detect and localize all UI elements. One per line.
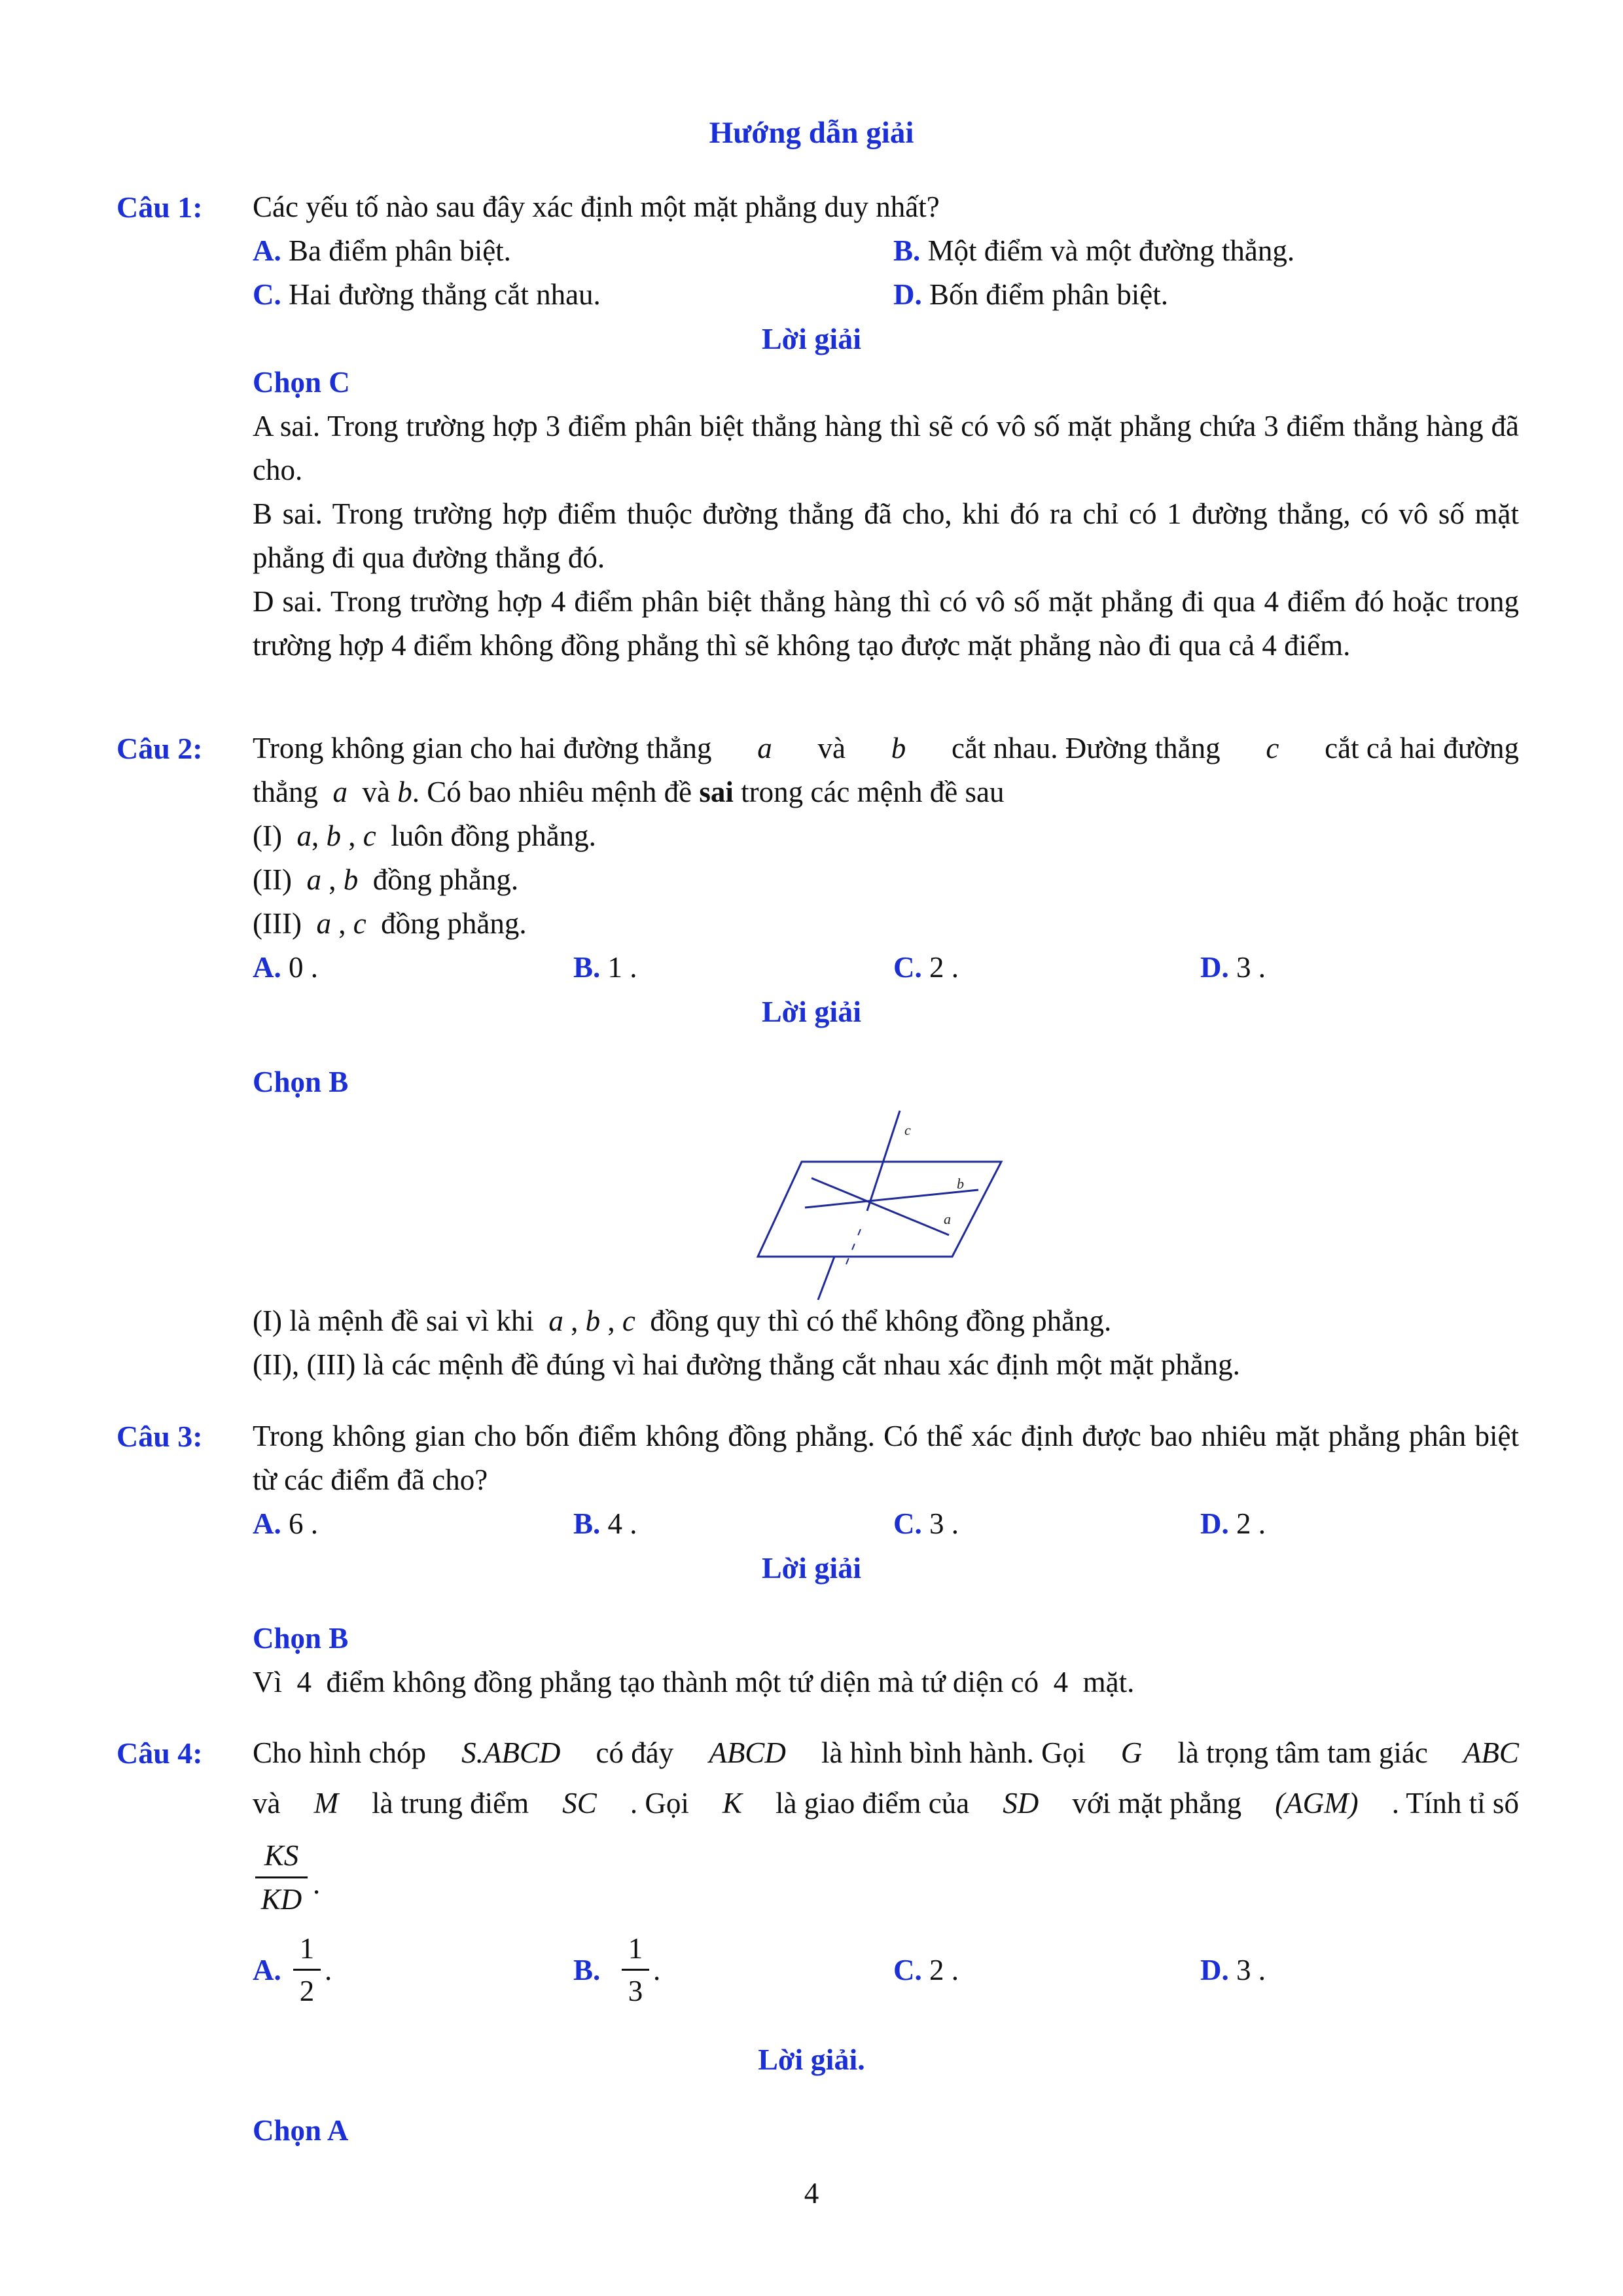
- page-number: 4: [804, 2177, 819, 2210]
- q3-question: Trong không gian cho bốn điểm không đồng phẳng. Có thể xác định được bao nhiêu mặt phẳng phân biệt từ các điểm đã cho?: [253, 1420, 1519, 1496]
- q1-option-d: D. Bốn điểm phân biệt.: [893, 278, 1168, 311]
- q1-solution-head: Lời giải: [762, 322, 861, 355]
- q1-choice: Chọn C: [253, 366, 350, 399]
- q3-option-c: C. 3 .: [893, 1507, 959, 1540]
- q3-option-d: D. 2 .: [1200, 1507, 1266, 1540]
- q4-option-c: C. 2 .: [893, 1954, 959, 1986]
- q4-option-a: A.: [253, 1954, 281, 1986]
- q1-option-c: C. Hai đường thẳng cắt nhau.: [253, 278, 601, 311]
- label-b: b: [957, 1175, 964, 1192]
- q2-choice: Chọn B: [253, 1066, 349, 1098]
- q4-label: Câu 4:: [116, 1736, 203, 1770]
- q2-explanation-1: (I) là mệnh đề sai vì khi a , b , c đồng quy thì có thể không đồng phẳng.: [253, 1304, 1112, 1337]
- q4-option-b: B.: [573, 1954, 601, 1986]
- q4-choice: Chọn A: [253, 2114, 349, 2147]
- q1-option-a: A. Ba điểm phân biệt.: [253, 234, 511, 267]
- q1-explanation-a: A sai. Trong trường hợp 3 điểm phân biệt thẳng hàng thì sẽ có vô số mặt phẳng chứa 3 điểm thẳng hàng đã cho.: [253, 410, 1519, 486]
- label-a: a: [944, 1211, 951, 1227]
- q1-explanation-d: D sai. Trong trường hợp 4 điểm phân biệt thẳng hàng thì có vô số mặt phẳng đi qua 4 điểm đó hoặc trong trường hợp 4 điểm không đồng phẳng thì sẽ không tạo được mặt phẳng nào đi qua cả 4 điểm.: [253, 585, 1519, 662]
- q2-statement-1: (I) a, b , c luôn đồng phẳng.: [253, 819, 596, 852]
- q1-explanation-b: B sai. Trong trường hợp điểm thuộc đường thẳng đã cho, khi đó ra chỉ có 1 đường thẳng, có vô số mặt phẳng đi qua đường thẳng đó.: [253, 497, 1519, 574]
- q4-option-d: D. 3 .: [1200, 1954, 1266, 1986]
- label-c: c: [904, 1122, 911, 1138]
- q2-statement-3: (III) a , c đồng phẳng.: [253, 907, 527, 940]
- q2-explanation-2: (II), (III) là các mệnh đề đúng vì hai đường thẳng cắt nhau xác định một mặt phẳng.: [253, 1348, 1240, 1381]
- q2-solution-head: Lời giải: [762, 995, 861, 1028]
- q4-option-b-fraction: 1 3: [622, 1929, 649, 2010]
- q2-label: Câu 2:: [116, 732, 203, 765]
- q1-option-b: B. Một điểm và một đường thẳng.: [893, 234, 1295, 267]
- q2-option-b: B. 1 .: [573, 951, 637, 984]
- section-title: Hướng dẫn giải: [709, 116, 914, 150]
- q2-figure: [753, 1106, 1014, 1302]
- q2-question-line1: Trong không gian cho hai đường thẳng a và b cắt nhau. Đường thẳng c cắt cả hai đường: [253, 732, 1519, 764]
- plane-shape: [758, 1162, 1001, 1257]
- q3-solution-head: Lời giải: [762, 1551, 861, 1585]
- q4-question-line2: và M là trung điểm SC . Gọi K là giao điểm của SD với mặt phẳng (AGM) . Tính tỉ số: [253, 1787, 1519, 1820]
- q4-ratio-fraction: KS KD: [255, 1836, 308, 1919]
- q3-option-a: A. 6 .: [253, 1507, 318, 1540]
- q4-solution-head: Lời giải.: [758, 2043, 865, 2076]
- q2-statement-2: (II) a , b đồng phẳng.: [253, 863, 519, 896]
- line-b: [805, 1190, 978, 1208]
- line-a: [812, 1178, 949, 1235]
- document-page: Hướng dẫn giải Câu 1: Các yếu tố nào sau đây xác định một mặt phẳng duy nhất? A. Ba điểm phân biệt. B. Một điểm và một đường thẳng. C. Hai đường thẳng cắt nhau. D. Bốn điểm phân biệt. Lời giải Chọn C A sai. Trong trường hợp 3 điểm phân biệt thẳng hàng thì sẽ có vô số mặt phẳng chứa 3 điểm thẳng hàng đã cho. B sai. Trong trường hợp điểm thuộc đường thẳng đã cho, khi đó ra chỉ có 1 đường thẳng, có vô số mặt phẳng đi qua đường thẳng đó. D sai. Trong trường hợp 4 điểm phân biệt thẳng hàng thì có vô số mặt phẳng đi qua 4 điểm đó hoặc trong trường hợp 4 điểm không đồng phẳng thì sẽ không tạo được mặt phẳng nào đi qua cả 4 điểm. Câu 2: Trong không gian cho hai đường thẳng a và b cắt nhau. Đường thẳng c cắt cả hai đường thẳng a và b. Có bao nhiêu mệnh đề sai trong các mệnh đề sau (I) a, b , c luôn đồng phẳng. (II) a , b đồng phẳng. (III) a , c đồng phẳng. A. 0 . B. 1 . C. 2 . D. 3 . Lời giải Chọn B c b a (I) là mệnh đề sai vì khi a , b , c đồng quy thì có thể không đồng phẳng. (II), (III) là các mệnh đề đúng vì hai đường thẳng cắt nhau xác định một mặt phẳng. Câu 3: Trong không gian cho bốn điểm không đồng phẳng. Có thể xác định được bao nhiêu mặt phẳng phân biệt từ các điểm đã cho? A. 6 . B. 4 . C. 3 . D. 2 . Lời giải Chọn B Vì 4 điểm không đồng phẳng tạo thành một tứ diện mà tứ diện có 4 mặt. Câu 4: Cho hình chóp S.ABCD có đáy ABCD là hình bình hành. Gọi G là trọng tâm tam giác ABC và M là trung điểm SC . Gọi K là giao điểm của SD với mặt phẳng (AGM) . Tính tỉ số KS KD . A. 1 2 . B. 1 3 . C. 2 . D. 3 . Lời giải. Chọn A 4: [0, 0, 1623, 2296]
- q2-question-line2: thẳng a và b. Có bao nhiêu mệnh đề sai trong các mệnh đề sau: [253, 776, 1005, 808]
- q2-option-a: A. 0 .: [253, 951, 318, 984]
- q1-label: Câu 1:: [116, 190, 203, 224]
- line-c-hidden: [846, 1229, 861, 1266]
- q1-question: Các yếu tố nào sau đây xác định một mặt phẳng duy nhất?: [253, 190, 940, 223]
- q4-option-a-fraction: 1 2: [293, 1929, 321, 2010]
- line-c-lower: [818, 1257, 834, 1300]
- q3-explanation: Vì 4 điểm không đồng phẳng tạo thành một tứ diện mà tứ diện có 4 mặt.: [253, 1666, 1135, 1698]
- q4-question-line1: Cho hình chóp S.ABCD có đáy ABCD là hình bình hành. Gọi G là trọng tâm tam giác ABC: [253, 1736, 1519, 1769]
- q2-option-d: D. 3 .: [1200, 951, 1266, 984]
- q3-choice: Chọn B: [253, 1622, 349, 1655]
- q4-ratio-period: .: [313, 1867, 321, 1900]
- q2-option-c: C. 2 .: [893, 951, 959, 984]
- q3-option-b: B. 4 .: [573, 1507, 637, 1540]
- q3-label: Câu 3:: [116, 1420, 203, 1453]
